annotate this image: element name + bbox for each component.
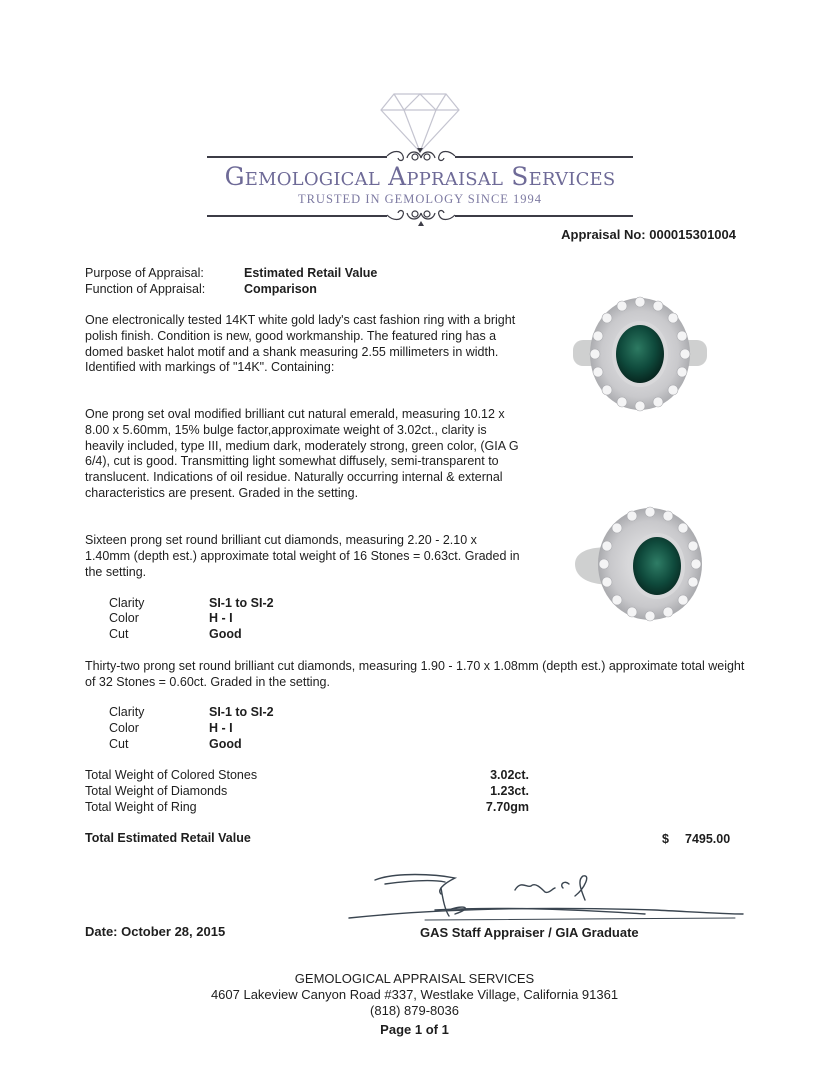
logo-divider-line [455,156,633,158]
signer-title: GAS Staff Appraiser / GIA Graduate [420,925,639,940]
thirtytwo-diamonds-description: Thirty-two prong set round brilliant cut diamonds, measuring 1.90 - 1.70 x 1.08mm (depth est.) approximate total weight of 32 Stones = 0.60ct. Graded in the setting. [85,659,745,689]
spec-label: Clarity [109,596,145,610]
purpose-label: Purpose of Appraisal: [85,266,204,280]
spec-label: Clarity [109,705,145,719]
total-retail-value-label: Total Estimated Retail Value [85,831,251,845]
logo-divider-line [455,215,633,217]
sixteen-diamonds-description: Sixteen prong set round brilliant cut diamonds, measuring 2.20 - 2.10 x 1.40mm (depth est.) approximate total weight of 16 Stones = 0.63ct. Graded in the setting. [85,533,520,579]
purpose-value: Estimated Retail Value [244,266,378,280]
emerald-description: One prong set oval modified brilliant cut natural emerald, measuring 10.12 x 8.00 x 5.60mm, 15% bulge factor,approximate weight of 3.02ct., clarity is heavily included, type III, medium dark, moderately strong, green color, (GIA G 6/4), cut is good. Transmitting light somewhat diffusely, semi-transparent to translucent. Indications of oil residue. Naturally occurring internal & external characteristics are present. Graded in the setting. [85,407,519,500]
spec-value: SI-1 to SI-2 [209,705,274,719]
total-value: 3.02ct. [490,768,529,782]
footer-address: 4607 Lakeview Canyon Road #337, Westlake Village, California 91361 [210,987,619,1002]
spec-value: H - I [209,611,233,625]
appraisal-date: Date: October 28, 2015 [85,924,226,939]
total-label: Total Weight of Colored Stones [85,768,258,782]
function-value: Comparison [244,282,317,296]
logo-tagline: TRUSTED IN GEMOLOGY SINCE 1994 [297,192,543,206]
spec-label: Cut [109,737,129,751]
flourish-ornament-icon [385,205,457,227]
spec-label: Color [109,721,139,735]
total-row [0,784,829,800]
page-number: Page 1 of 1 [380,1022,449,1037]
total-row [0,800,829,816]
total-value: 7.70gm [485,800,529,814]
total-label: Total Weight of Ring [85,800,197,814]
logo-divider-line [207,156,387,158]
function-label: Function of Appraisal: [85,282,206,296]
appraiser-signature [345,866,745,922]
total-row [0,768,829,784]
spec-value: H - I [209,721,233,735]
logo-divider-line [207,215,387,217]
spec-value: Good [209,737,242,751]
footer-company-name: GEMOLOGICAL APPRAISAL SERVICES [294,971,535,986]
spec-value: SI-1 to SI-2 [209,596,274,610]
ring-description: One electronically tested 14KT white gold lady's cast fashion ring with a bright polish finish. Condition is new, good workmanship. The featured ring has a domed basket halot motif and a shank measuring 2.55 millimeters in width. Identified with markings of "14K". Containing: [85,313,516,375]
spec-value: Good [209,627,242,641]
ring-photo-top-view [565,292,715,417]
logo-title: Gemological Appraisal Services [224,162,616,191]
total-value: 1.23ct. [490,784,529,798]
currency-symbol: $ [662,832,669,846]
total-retail-value-amount: 7495.00 [685,832,731,846]
footer-phone: (818) 879-8036 [370,1003,459,1018]
total-label: Total Weight of Diamonds [85,784,228,798]
diamond-icon [380,92,460,154]
appraisal-number: Appraisal No: 000015301004 [561,227,736,242]
spec-label: Cut [109,627,129,641]
ring-photo-angled-view [565,502,715,627]
spec-label: Color [109,611,139,625]
